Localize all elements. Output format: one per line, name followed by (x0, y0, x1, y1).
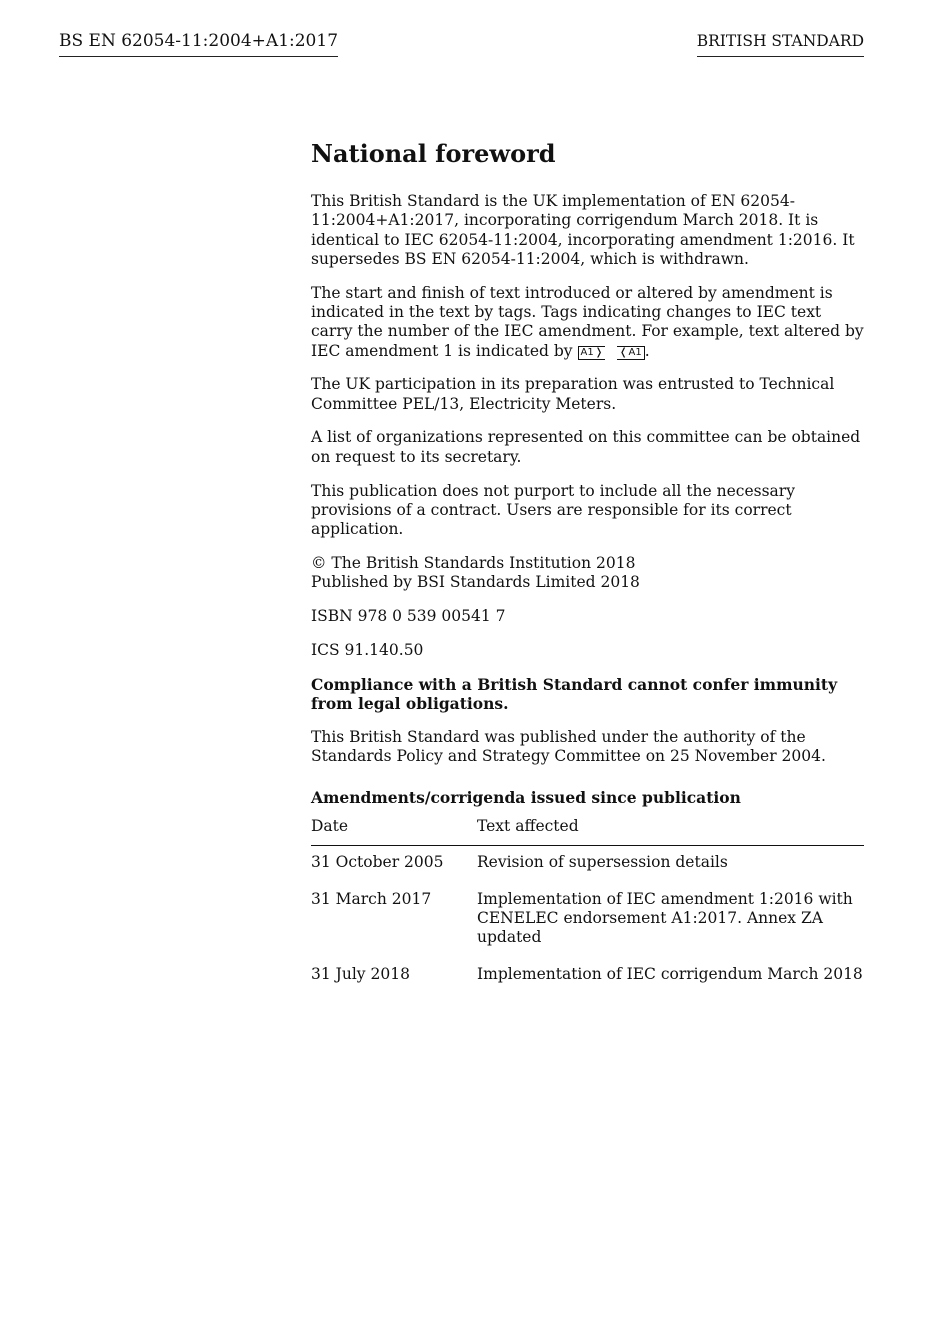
copyright-line: © The British Standards Institution 2018 (311, 553, 636, 572)
paragraph-provisions: This publication does not purport to include all the necessary provisions of a contract. Users are responsible for its correct application. (311, 481, 795, 539)
paragraph-copyright (311, 554, 866, 593)
header-document-id: BS EN 62054-11:2004+A1:2017 (59, 30, 338, 57)
publisher-line: Published by BSI Standards Limited 2018 (311, 573, 640, 592)
table-header-row (311, 816, 864, 846)
paragraph-authority: This British Standard was published under the authority of the Standards Policy and Strategy Committee on 25 November 2004. (311, 727, 826, 766)
header-series: BRITISH STANDARD (697, 30, 864, 57)
page-title: National foreword (311, 139, 556, 168)
paragraph-implementation: This British Standard is the UK implementation of EN 62054-11:2004+A1:2017, incorporating corrigendum March 2018. It is identical to IEC 62054-11:2004, incorporating amendment 1:2016. It supersedes BS EN 62054-11:2004, which is withdrawn. (311, 192, 855, 268)
column-header-text-affected: Text affected (477, 816, 864, 846)
column-header-date: Date (311, 816, 477, 846)
paragraph-tags-end: . (644, 341, 650, 360)
paragraph-organizations: A list of organizations represented on this committee can be obtained on request to its secretary. (311, 428, 861, 466)
row-date: 31 July 2018 (311, 964, 410, 983)
table-row (311, 965, 864, 1001)
row-text-affected: Revision of supersession details (477, 853, 728, 872)
paragraph-tags (311, 284, 866, 361)
isbn: ISBN 978 0 539 00541 7 (311, 607, 506, 626)
amendment-end-tag-icon: ❬ A1 (617, 346, 645, 360)
amendments-heading: Amendments/corrigenda issued since publication (311, 788, 741, 808)
row-date: 31 March 2017 (311, 889, 432, 908)
ics-code: ICS 91.140.50 (311, 640, 424, 659)
row-date: 31 October 2005 (311, 853, 444, 872)
table-row (311, 846, 864, 890)
compliance-notice: Compliance with a British Standard cannot confer immunity from legal obligations. (311, 674, 838, 713)
foreword-content (311, 140, 866, 1001)
amendment-start-tag-icon: A1 ❭ (578, 346, 606, 360)
row-text-affected: Implementation of IEC corrigendum March 2018 (477, 964, 863, 983)
amendments-table (311, 816, 864, 1000)
row-text-affected: Implementation of IEC amendment 1:2016 with CENELEC endorsement A1:2017. Annex ZA updated (477, 889, 853, 947)
paragraph-tags-text: The start and finish of text introduced or altered by amendment is indicated in the text by tags. Tags indicating changes to IEC text carry the number of the IEC amendment. For example, text altered by IEC amendment 1 is indicated by (311, 283, 864, 360)
table-row (311, 890, 864, 965)
paragraph-committee: The UK participation in its preparation was entrusted to Technical Committee PEL/13, Electricity Meters. (311, 375, 835, 413)
